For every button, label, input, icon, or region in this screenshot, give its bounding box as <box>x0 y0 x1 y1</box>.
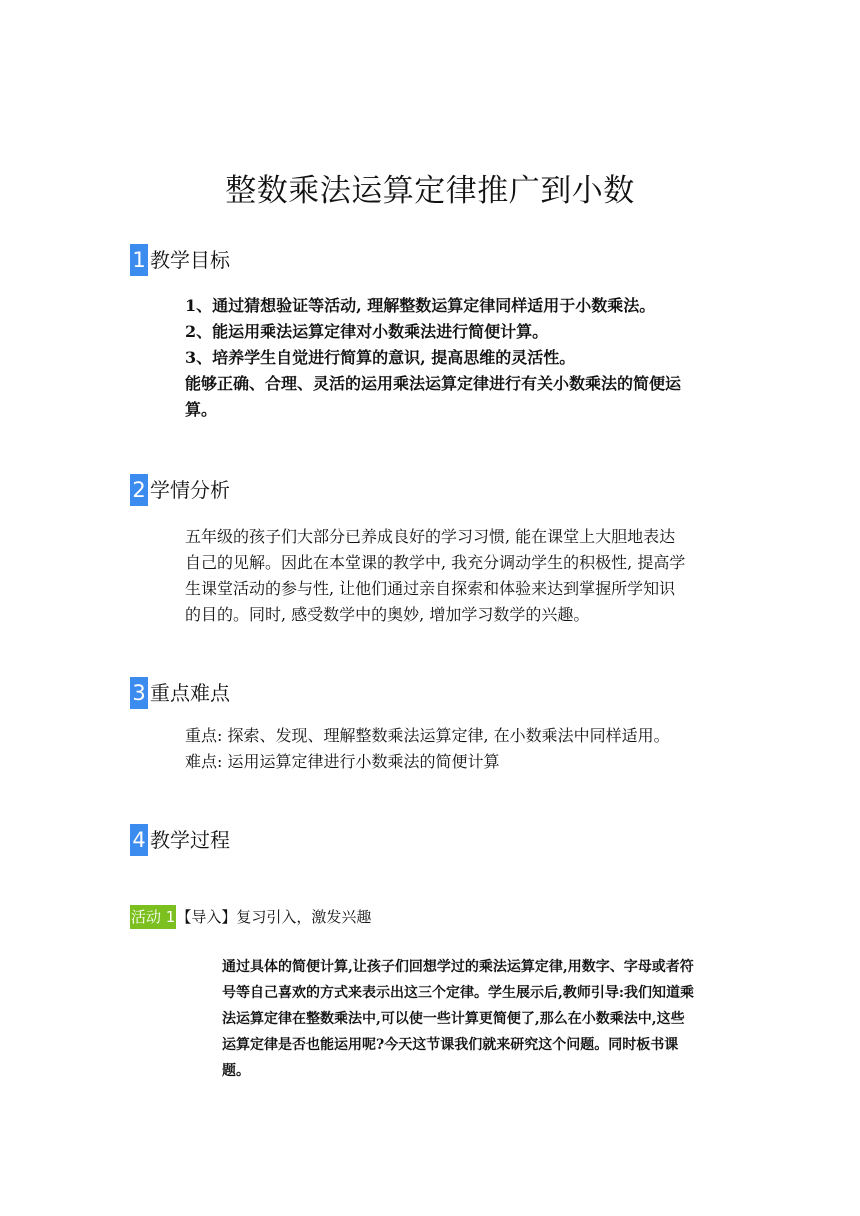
section-number-badge: 1 <box>130 244 148 276</box>
section-title: 教学目标 <box>150 248 230 272</box>
section-title: 教学过程 <box>150 828 230 852</box>
activity-title: 【导入】复习引入，激发兴趣 <box>176 908 372 926</box>
analysis-line: 五年级的孩子们大部分已养成良好的学习习惯, 能在课堂上大胆地表达 <box>185 527 676 546</box>
teaching-goals-text <box>185 293 740 423</box>
activity-line: 通过具体的简便计算,让孩子们回想学过的乘法运算定律,用数字、字母或者符 <box>222 959 694 975</box>
section-heading-2 <box>130 474 230 506</box>
goal-line: 能够正确、合理、灵活的运用乘法运算定律进行有关小数乘法的简便运 <box>185 374 682 393</box>
goal-line: 1、通过猜想验证等活动, 理解整数运算定律同样适用于小数乘法。 <box>185 296 656 315</box>
activity-line: 法运算定律在整数乘法中,可以使一些计算更简便了,那么在小数乘法中,这些 <box>222 1011 685 1027</box>
analysis-line: 的目的。同时, 感受数学中的奥妙, 增加学习数学的兴趣。 <box>185 605 590 624</box>
analysis-line: 生课堂活动的参与性, 让他们通过亲自探索和体验来达到掌握所学知识 <box>185 579 676 598</box>
analysis-line: 自己的见解。因此在本堂课的教学中, 我充分调动学生的积极性, 提高学 <box>185 553 686 572</box>
key-points-text <box>185 723 740 775</box>
section-heading-3 <box>130 677 230 709</box>
section-number-badge: 3 <box>130 677 148 709</box>
section-title: 重点难点 <box>150 681 230 705</box>
activity-tag: 活动 1 <box>130 905 176 929</box>
activity-line: 运算定律是否也能运用呢?今天这节课我们就来研究这个问题。同时板书课 <box>222 1037 679 1053</box>
activity-line: 号等自己喜欢的方式来表示出这三个定律。学生展示后,教师引导:我们知道乘 <box>222 985 695 1001</box>
goal-line: 3、培养学生自觉进行简算的意识, 提高思维的灵活性。 <box>185 348 576 367</box>
key-point-line: 重点: 探索、发现、理解整数乘法运算定律, 在小数乘法中同样适用。 <box>185 726 670 745</box>
section-heading-4 <box>130 824 230 856</box>
goal-line: 2、能运用乘法运算定律对小数乘法进行简便计算。 <box>185 322 549 341</box>
key-point-line: 难点: 运用运算定律进行小数乘法的简便计算 <box>185 752 500 771</box>
activity-line: 题。 <box>222 1063 250 1079</box>
activity-description <box>222 954 742 1084</box>
activity-heading <box>130 905 371 929</box>
section-title: 学情分析 <box>150 478 230 502</box>
document-title: 整数乘法运算定律推广到小数 <box>225 172 635 209</box>
section-heading-1 <box>130 244 230 276</box>
learning-analysis-text <box>185 524 740 628</box>
goal-line: 算。 <box>185 400 218 419</box>
section-number-badge: 4 <box>130 824 148 856</box>
section-number-badge: 2 <box>130 474 148 506</box>
